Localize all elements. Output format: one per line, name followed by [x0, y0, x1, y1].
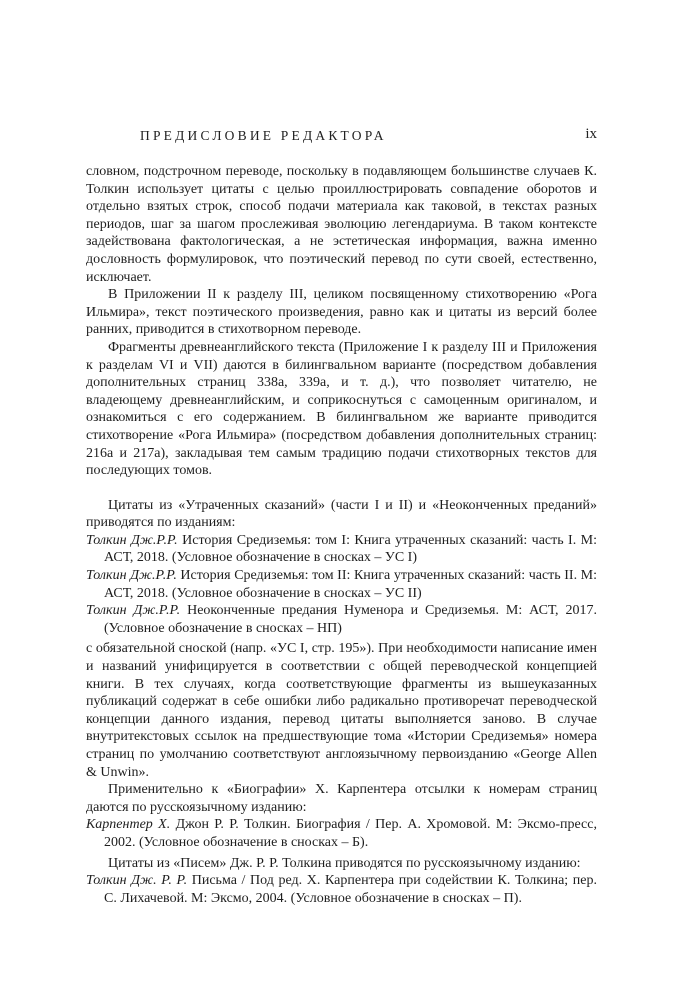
body-text: [86, 163, 597, 907]
page-header: [86, 128, 597, 150]
reference-entry: [86, 602, 597, 637]
paragraph: Применительно к «Биографии» Х. Карпентера отсылки к номерам страниц даются по русскоязычному изданию:: [86, 782, 597, 815]
reference-text: Джон Р. Р. Толкин. Биография / Пер. А. Хромовой. М: Эксмо-пресс, 2002. (Условное обозначение в сносках – Б).: [104, 817, 597, 850]
page-number: ix: [585, 126, 597, 142]
paragraph: с обязательной сноской (напр. «УС I, стр. 195»). При необходимости написание имен и названий унифицируется в соответствии с общей переводческой концепцией книги. В тех случаях, когда соответствующие фрагменты из вышеуказанных публикаций содержат в себе ошибки либо радикально противоречат переводческой концепции данного издания, перевод цитаты выполняется заново. В случае внутритекстовых ссылок на предшествующие тома «Истории Средиземья» номера страниц по умолчанию соответствуют англоязычному первоизданию «George Allen & Unwin».: [86, 641, 597, 780]
reference-entry: [86, 567, 597, 602]
section-gap: [86, 480, 597, 497]
reference-text: История Средиземья: том I: Книга утраченных сказаний: часть I. М: АСТ, 2018. (Условное обозначение в сносках – УС I): [104, 532, 597, 566]
reference-text: История Средиземья: том II: Книга утраченных сказаний: часть II. М: АСТ, 2018. (Условное обозначение в сносках – УС II): [104, 568, 597, 601]
running-title: ПРЕДИСЛОВИЕ РЕДАКТОРА: [140, 128, 387, 143]
reference-entry: [86, 816, 597, 851]
paragraph: Цитаты из «Утраченных сказаний» (части I и II) и «Неоконченных преданий» приводятся по изданиям:: [86, 497, 597, 531]
reference-author: Толкин Дж.Р.Р.: [86, 603, 181, 619]
reference-entry: [86, 532, 597, 567]
reference-author: Карпентер Х.: [86, 817, 171, 833]
reference-entry: [86, 872, 597, 907]
paragraph: Фрагменты древнеанглийского текста (Приложение I к разделу III и Приложения к разделам VI и VII) даются в билингвальном варианте (посредством добавления дополнительных страниц 338а, 339а, и т. д.), что позволяет читателю, не владеющему древнеанглийским, и соприкоснуться с самоценным оригиналом, и ознакомиться с его содержанием. В билингвальном же варианте приводится стихотворение «Рога Ильмира» (посредством добавления дополнительных страниц: 216а и 217а), закладывая тем самым традицию подачи стихотворных текстов для последующих томов.: [86, 339, 597, 479]
paragraph: В Приложении II к разделу III, целиком посвященному стихотворению «Рога Ильмира», текст поэтического произведения, равно как и цитаты из версий более ранних, приводится в стихотворном переводе.: [86, 287, 597, 338]
reference-text: Неоконченные предания Нуменора и Средиземья. М: АСТ, 2017. (Условное обозначение в сносках – НП): [104, 603, 597, 636]
paragraph: Цитаты из «Писем» Дж. Р. Р. Толкина приводятся по русскоязычному изданию:: [108, 855, 581, 871]
reference-author: Толкин Дж. Р. Р.: [86, 873, 188, 889]
reference-author: Толкин Дж.Р.Р.: [86, 568, 177, 584]
paragraph: словном, подстрочном переводе, поскольку в подавляющем большинстве случаев К. Толкин использует цитаты с целью проиллюстрировать совпадение оборотов и отдельно взятых строк, способ подачи материала как таковой, в текстах разных периодов, шаг за шагом прослеживая эволюцию легендариума. В таком контексте задействована фактологическая, а не эстетическая информация, важна именно дословность формулировок, что поэтический перевод по сути своей, естественно, исключает.: [86, 164, 597, 285]
reference-text: Письма / Под ред. Х. Карпентера при содействии К. Толкина; пер. С. Лихачевой. М: Эксмо, 2004. (Условное обозначение в сносках – П).: [104, 873, 597, 906]
reference-author: Толкин Дж.Р.Р.: [86, 532, 178, 548]
